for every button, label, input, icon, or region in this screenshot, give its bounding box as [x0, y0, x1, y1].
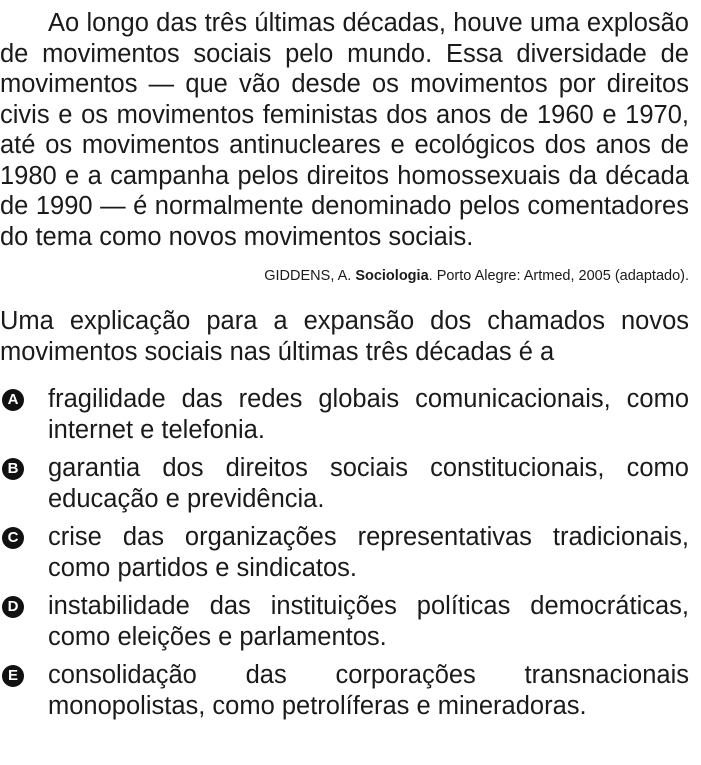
option-b-text: garantia dos direitos sociais constitucionais, como educação e previdência.: [48, 454, 689, 513]
option-a[interactable]: [0, 384, 689, 445]
citation-author: GIDDENS, A.: [264, 268, 356, 284]
option-a-badge: A: [2, 389, 24, 411]
option-e[interactable]: [0, 660, 689, 721]
option-c[interactable]: [0, 522, 689, 583]
option-e-text: consolidação das corporações transnacionais monopolistas, como petrolíferas e mineradoras.: [48, 661, 689, 720]
option-d-badge: D: [2, 596, 24, 618]
option-d[interactable]: [0, 591, 689, 652]
option-b-badge: B: [2, 458, 24, 480]
option-e-badge: E: [2, 665, 24, 687]
citation: [0, 267, 689, 285]
option-c-text: crise das organizações representativas tradicionais, como partidos e sindicatos.: [48, 523, 689, 582]
option-b[interactable]: [0, 453, 689, 514]
question-stem: Uma explicação para a expansão dos chamados novos movimentos sociais nas últimas três décadas é a: [0, 307, 689, 366]
citation-rest: . Porto Alegre: Artmed, 2005 (adaptado).: [428, 268, 689, 284]
option-d-text: instabilidade das instituições políticas democráticas, como eleições e parlamentos.: [48, 592, 689, 651]
option-a-text: fragilidade das redes globais comunicacionais, como internet e telefonia.: [48, 385, 689, 444]
answer-options: [0, 384, 689, 721]
option-c-badge: C: [2, 527, 24, 549]
citation-title: Sociologia: [355, 268, 429, 284]
passage-text: Ao longo das três últimas décadas, houve uma explosão de movimentos sociais pelo mundo. Essa diversidade de movimentos — que vão desde os movimentos por direitos civis e os movimentos feministas dos anos de 1960 e 1970, até os movimentos antinucleares e ecológicos dos anos de 1980 e a campanha pelos direitos homossexuais da década de 1990 — é normalmente denominado pelos comentadores do tema como novos movimentos sociais.: [0, 9, 689, 251]
